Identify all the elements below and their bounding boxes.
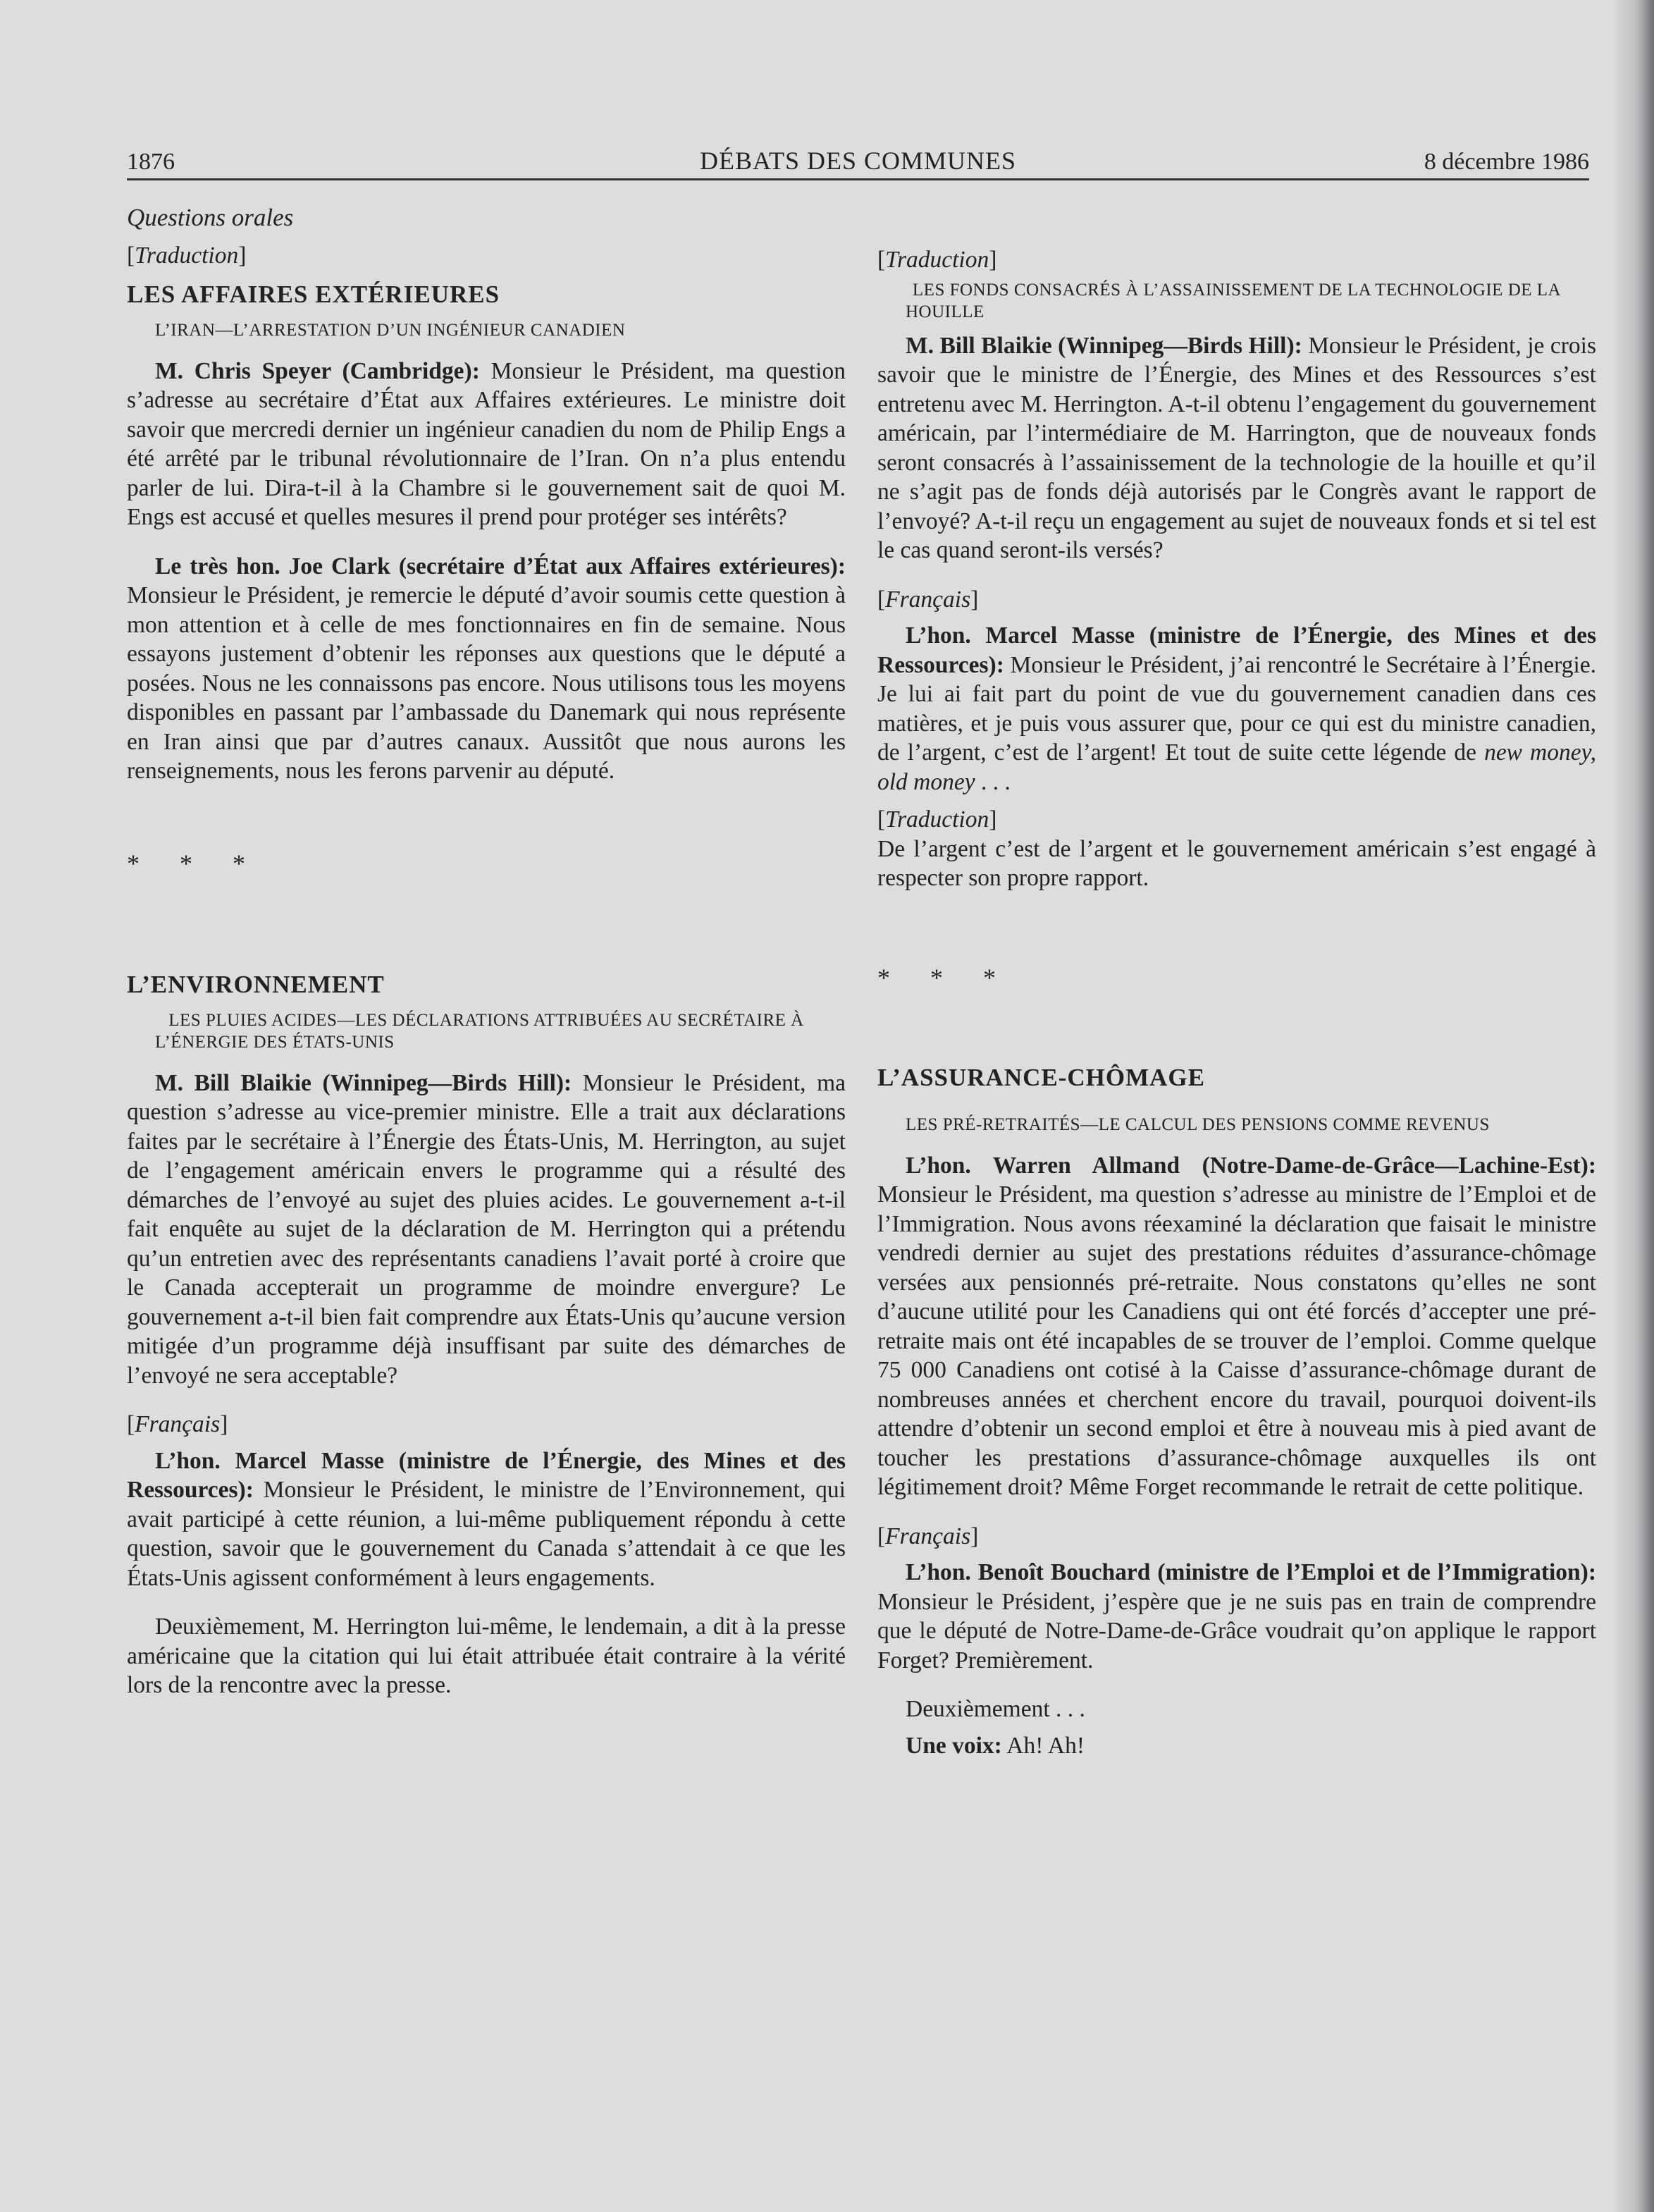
- speaker-name: Le très hon. Joe Clark (secrétaire d’État aux Affaires extérieures):: [155, 553, 846, 579]
- speech-text: Monsieur le Président, je crois savoir que le ministre de l’Énergie, des Mines et des Ressources s’est entretenu avec M. Herrington. A-t-il obtenu l’engagement du gouvernement américain, par l’intermédiaire de M. Harrington, que de nouveaux fonds seront consacrés à l’assainissement de la technologie de la houille et qu’il ne s’agit pas de fonds déjà autorisés par le Congrès avant le rapport de l’envoyé? A-t-il reçu un engagement au sujet de nouveaux fonds et si tel est le cas quand seront-ils versés?: [877, 332, 1597, 563]
- heading-foreign-affairs: LES AFFAIRES EXTÉRIEURES: [127, 281, 500, 308]
- section-title: Questions orales: [127, 204, 294, 231]
- page-number: 1876: [127, 149, 175, 175]
- speech-paragraph: [127, 1069, 846, 1391]
- speech-paragraph: [127, 357, 846, 532]
- translation-note: [ Traduction ]: [127, 241, 846, 271]
- header-date: 8 décembre 1986: [1424, 149, 1589, 175]
- section-separator: * * *: [877, 963, 1013, 992]
- translation-note: [ Traduction ]: [877, 245, 1596, 275]
- speech-text: . . .: [975, 768, 1011, 795]
- speech-text: Ah! Ah!: [1001, 1732, 1085, 1759]
- heading-unemployment-insurance: L’ASSURANCE-CHÔMAGE: [877, 1064, 1205, 1091]
- publication-title: DÉBATS DES COMMUNES: [699, 147, 1017, 175]
- subheading-iran: L’IRAN—L’ARRESTATION D’UN INGÉNIEUR CANADIEN: [155, 320, 626, 340]
- speech-text: Monsieur le Président, ma question s’adresse au secrétaire d’État aux Affaires extérieures. Le ministre doit savoir que mercredi dernier un ingénieur canadien du nom de Philip Engs a été arrêté par le tribunal révolutionnaire de l’Iran. On n’a plus entendu parler de lui. Dira-t-il à la Chambre si le gouvernement sait de quoi M. Engs est accusé et quelles mesures il prend pour protéger ses intérêts?: [127, 357, 846, 530]
- section-separator: * * *: [127, 849, 262, 878]
- subheading-coal-technology: LES FONDS CONSACRÉS À L’ASSAINISSEMENT DE LA TECHNOLOGIE DE LA HOUILLE: [906, 280, 1562, 321]
- speech-text: Monsieur le Président, j’espère que je ne suis pas en train de comprendre que le député de Notre-Dame-de-Grâce voudrait qu’on applique le rapport Forget? Premièrement.: [877, 1588, 1596, 1673]
- speaker-name: L’hon. Marcel Masse (ministre de l’Énergie, des Mines et des Ressources):: [127, 1447, 846, 1503]
- subheading-pre-retirees: LES PRÉ-RETRAITÉS—LE CALCUL DES PENSIONS COMME REVENUS: [906, 1114, 1490, 1134]
- translation-note: [ Traduction ]: [877, 805, 1596, 835]
- speech-text: Monsieur le Président, j’ai rencontré le Secrétaire à l’Énergie. Je lui ai fait part du point de vue du gouvernement canadien dans ces matières, et je puis vous assurer que, pour ce qui est du ministre canadien, de l’argent, c’est de l’argent! Et tout de suite cette légende de: [877, 651, 1596, 766]
- running-header: [127, 145, 1589, 180]
- language-note: [ Français ]: [877, 1522, 1596, 1552]
- speaker-name: M. Bill Blaikie (Winnipeg—Birds Hill):: [906, 332, 1302, 359]
- speaker-name: L’hon. Marcel Masse (ministre de l’Énergie, des Mines et des Ressources):: [877, 622, 1596, 678]
- language-note: [ Français ]: [877, 585, 1596, 615]
- speech-paragraph: [127, 1446, 846, 1593]
- speech-text: Monsieur le Président, ma question s’adresse au ministre de l’Emploi et de l’Immigration. Nous avons réexaminé la déclaration que faisait le ministre vendredi dernier au sujet des prestations réduites d’assurance-chômage versées aux pensionnés pré-retraite. Nous constatons qu’elles ne sont d’aucune utilité pour les Canadiens qui ont été forcés d’accepter une pré-retraite mais ont été incapables de se trouver de l’emploi. Comme quelque 75 000 Canadiens ont cotisé à la Caisse d’assurance-chômage durant de nombreuses années et cherchent encore du travail, pourquoi doivent-ils attendre d’obtenir un second emploi et être à nouveau mis à pied avant de toucher les prestations d’assurance-chômage auxquelles ils ont légitimement droit? Même Forget recommande le retrait de cette politique.: [877, 1181, 1596, 1500]
- speaker-name: M. Bill Blaikie (Winnipeg—Birds Hill):: [155, 1069, 572, 1096]
- speaker-name: M. Chris Speyer (Cambridge):: [155, 357, 480, 384]
- speech-paragraph: [877, 1558, 1596, 1675]
- speech-paragraph: De l’argent c’est de l’argent et le gouvernement américain s’est engagé à respecter son propre rapport.: [877, 835, 1596, 891]
- right-column: [877, 197, 1596, 1780]
- language-note: [ Français ]: [127, 1410, 846, 1439]
- emphasis-text: new money, old money: [877, 739, 1596, 795]
- left-column: [127, 197, 846, 1720]
- speech-paragraph: [877, 1731, 1596, 1761]
- speaker-name: L’hon. Benoît Bouchard (ministre de l’Emploi et de l’Immigration):: [906, 1559, 1596, 1585]
- speech-paragraph: [127, 552, 846, 786]
- speaker-name: Une voix:: [906, 1732, 1002, 1759]
- speech-text: Monsieur le Président, je remercie le député d’avoir soumis cette question à mon attention et à celle de mes fonctionnaires en fin de semaine. Nous essayons justement d’obtenir les réponses aux questions que le député a posées. Nous ne les connaissons pas encore. Nous utilisons tous les moyens disponibles en passant par l’ambassade du Danemark qui nous représente en Iran ainsi que par d’autres canaux. Aussitôt que nous aurons les renseignements, nous les ferons parvenir au député.: [127, 582, 846, 784]
- speech-paragraph: [877, 1151, 1596, 1502]
- speaker-name: L’hon. Warren Allmand (Notre-Dame-de-Grâce—Lachine-Est):: [906, 1152, 1596, 1179]
- speech-paragraph: Deuxièmement . . .: [906, 1696, 1085, 1722]
- speech-paragraph: Deuxièmement, M. Herrington lui-même, le lendemain, a dit à la presse américaine que la citation qui lui était attribuée était contraire à la vérité lors de la rencontre avec la presse.: [127, 1614, 846, 1698]
- speech-text: Monsieur le Président, le ministre de l’Environnement, qui avait participé à cette réunion, a lui-même publiquement répondu à cette question, savoir que le gouvernement du Canada s’attendait à ce que les États-Unis agissent conformément à leurs engagements.: [127, 1477, 846, 1591]
- speech-paragraph: [877, 331, 1596, 565]
- subheading-acid-rain: LES PLUIES ACIDES—LES DÉCLARATIONS ATTRIBUÉES AU SECRÉTAIRE À L’ÉNERGIE DES ÉTATS-UNIS: [155, 1010, 804, 1052]
- heading-environment: L’ENVIRONNEMENT: [127, 971, 385, 998]
- speech-text: Monsieur le Président, ma question s’adresse au vice-premier ministre. Elle a trait aux déclarations faites par le secrétaire à l’Énergie des États-Unis, M. Herrington, au sujet de l’engagement américain envers le programme qui a résulté des démarches de l’envoyé au sujet des pluies acides. Le gouvernement a-t-il fait enquête au sujet de la déclaration de M. Herrington qui a prétendu qu’un entretien avec des représentants canadiens l’avait porté à croire que le Canada accepterait un programme de moindre envergure? Le gouvernement a-t-il bien fait comprendre aux États-Unis qu’aucune version mitigée d’un programme déjà insuffisant par suite des démarches de l’envoyé ne sera acceptable?: [127, 1069, 846, 1389]
- page-edge-shadow: [1612, 0, 1654, 2212]
- speech-paragraph: [877, 621, 1596, 797]
